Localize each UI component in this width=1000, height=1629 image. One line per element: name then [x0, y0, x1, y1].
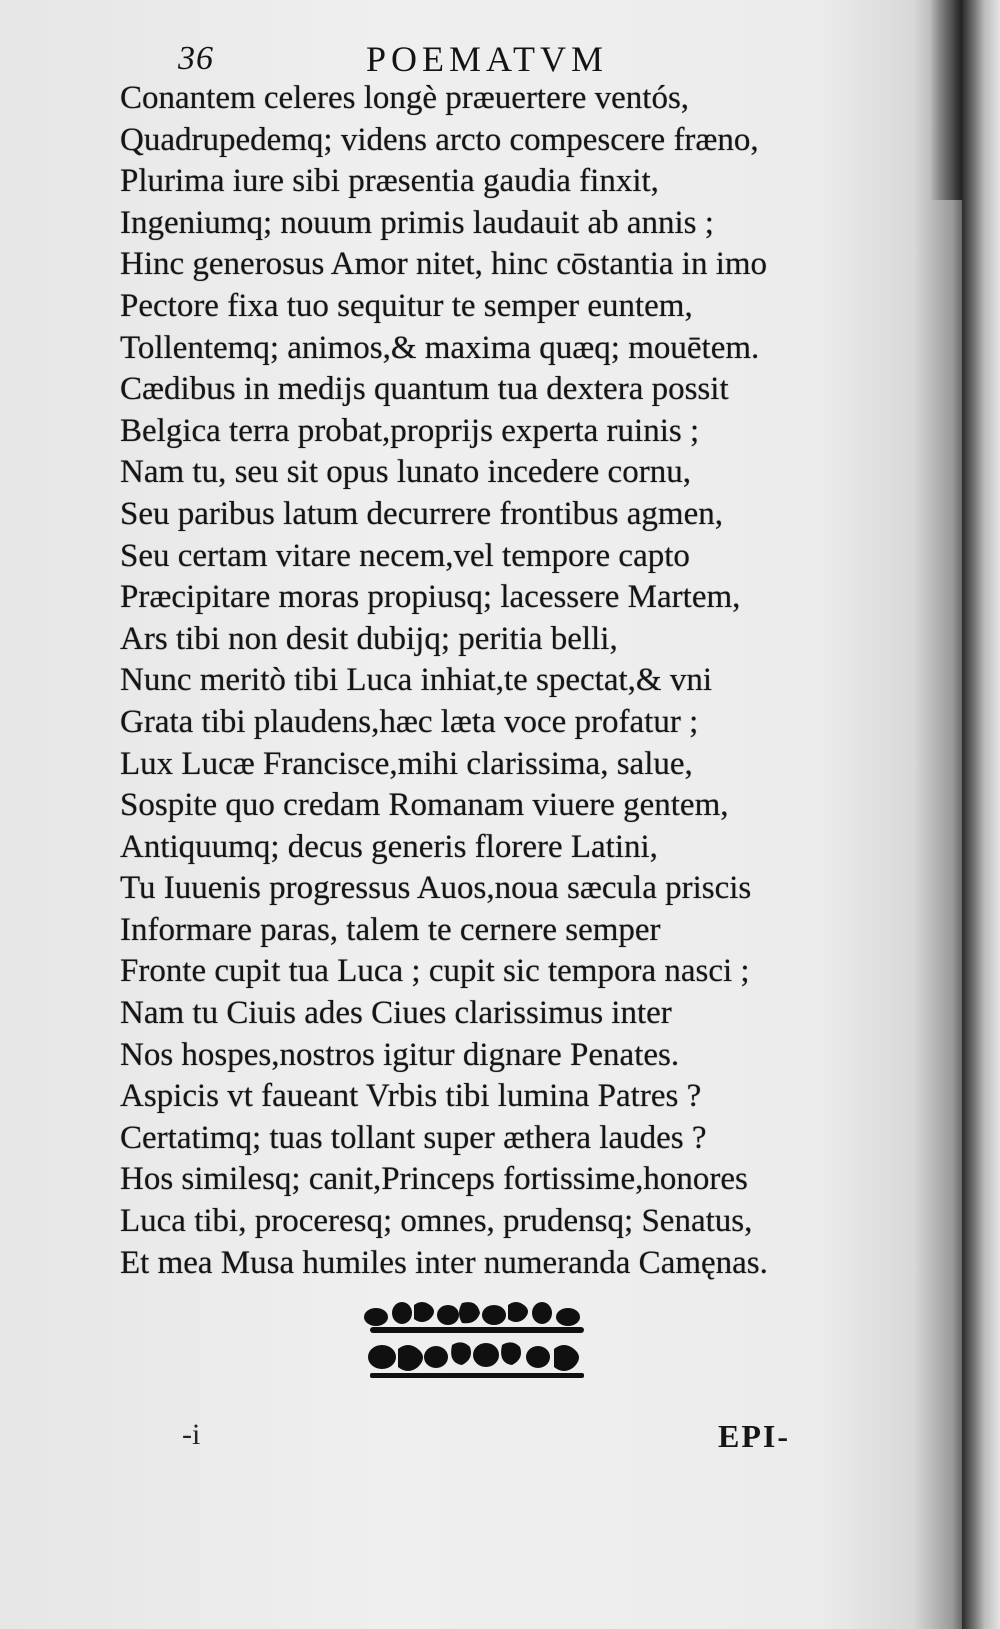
verse-line: Hos similesq; canit,Princeps fortissime,honores: [120, 1161, 748, 1198]
verse-text: [120, 78, 870, 1284]
verse-line: Lux Lucæ Francisce,mihi clarissima, salue,: [120, 745, 693, 782]
page-number: 36: [178, 40, 214, 77]
verse-line: Nunc meritò tibi Luca inhiat,te spectat,& vni: [120, 662, 713, 699]
verse-line: Tu Iuuenis progressus Auos,noua sæcula priscis: [120, 870, 752, 907]
decorative-ornament: [362, 1295, 592, 1385]
verse-line: Seu paribus latum decurrere frontibus agmen,: [120, 495, 723, 532]
verse-line: Ingeniumq; nouum primis laudauit ab annis ;: [120, 204, 714, 241]
verse-line: Cædibus in medijs quantum tua dextera possit: [120, 371, 729, 408]
verse-line: Informare paras, talem te cernere semper: [120, 911, 661, 948]
verse-line: Plurima iure sibi præsentia gaudia finxit,: [120, 163, 659, 200]
verse-line: Tollentemq; animos,& maxima quæq; mouētem.: [120, 329, 760, 366]
adjacent-page-edge: [962, 0, 1000, 1629]
verse-line: Conantem celeres longè præuertere ventós,: [120, 80, 690, 116]
verse-line: Præcipitare moras propiusq; lacessere Martem,: [120, 579, 741, 616]
verse-line: Fronte cupit tua Luca ; cupit sic tempora nasci ;: [120, 953, 750, 990]
verse-line: Seu certam vitare necem,vel tempore capto: [120, 537, 690, 574]
page-gutter-shadow: [930, 0, 962, 200]
verse-line: Et mea Musa humiles inter numeranda Camęnas.: [120, 1244, 768, 1281]
signature-mark: -i: [182, 1418, 201, 1451]
verse-line: Belgica terra probat,proprijs experta ruinis ;: [120, 412, 700, 449]
verse-line: Ars tibi non desit dubijq; peritia belli,: [120, 620, 618, 657]
verse-line: Grata tibi plaudens,hæc læta voce profatur ;: [120, 703, 699, 740]
verse-line: Aspicis vt faueant Vrbis tibi lumina Patres ?: [120, 1078, 702, 1115]
verse-line: Quadrupedemq; videns arcto compescere fræno,: [120, 121, 759, 158]
page-header: [178, 38, 818, 82]
verse-line: Pectore fixa tuo sequitur te semper euntem,: [120, 287, 693, 324]
verse-line: Certatimq; tuas tollant super æthera laudes ?: [120, 1119, 707, 1156]
running-head: POEMATVM: [366, 39, 609, 79]
verse-line: Nam tu Ciuis ades Ciues clarissimus inter: [120, 995, 672, 1032]
verse-line: Luca tibi, proceresq; omnes, prudensq; Senatus,: [120, 1203, 753, 1240]
verse-line: Nos hospes,nostros igitur dignare Penates.: [120, 1036, 680, 1073]
verse-line: Antiquumq; decus generis florere Latini,: [120, 828, 658, 865]
verse-line: Hinc generosus Amor nitet, hinc cōstantia in imo: [120, 246, 768, 283]
verse-line: Sospite quo credam Romanam viuere gentem,: [120, 787, 729, 824]
catchword: EPI-: [718, 1418, 790, 1454]
verse-line: Nam tu, seu sit opus lunato incedere cornu,: [120, 454, 691, 491]
